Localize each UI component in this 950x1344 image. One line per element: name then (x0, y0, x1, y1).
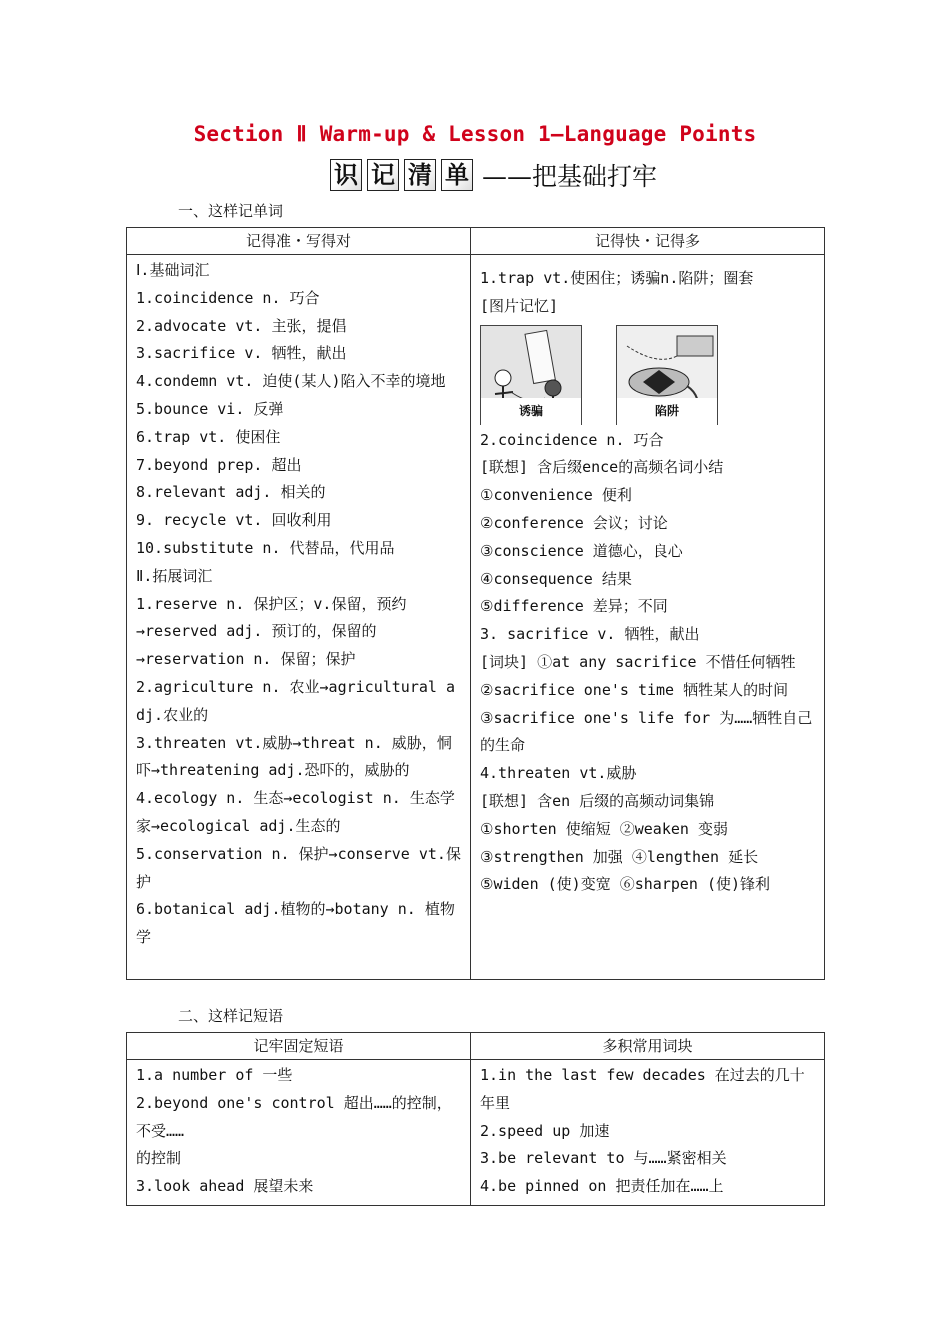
note-line: ④consequence 结果 (480, 569, 632, 588)
phrase-entry: 2.beyond one's control 超出……的控制，不受…… (136, 1093, 452, 1140)
note-line: ②conference 会议；讨论 (480, 513, 668, 532)
vocab-entry: 5.conservation n. 保护→conserve vt.保护 (136, 844, 461, 891)
col-header-right: 多积常用词块 (471, 1033, 825, 1060)
note-line: [图片记忆] (480, 296, 559, 315)
boxed-char: 记 (367, 159, 399, 191)
phrases-left-list (127, 1060, 470, 1205)
vocab-table (126, 227, 825, 980)
vocab-entry: 2.agriculture n. 农业→agricultural adj.农业的 (136, 677, 455, 724)
vocab-right-list (471, 255, 824, 903)
note-line: 2.coincidence n. 巧合 (480, 430, 664, 449)
chunk-entry: 3.be relevant to 与……紧密相关 (480, 1149, 727, 1168)
section-heading-words: 一、这样记单词 (178, 202, 284, 220)
subheading-text: ——把基础打牢 (482, 162, 658, 191)
note-line: ③sacrifice one's life for 为……牺牲自己的生命 (480, 708, 813, 755)
section-heading-phrases: 二、这样记短语 (178, 1007, 284, 1025)
note-line: 4.threaten vt.威胁 (480, 764, 637, 783)
boxed-char: 识 (330, 159, 362, 191)
vocab-entry: 8.relevant adj. 相关的 (136, 483, 326, 502)
vocab-entry: 2.advocate vt. 主张，提倡 (136, 316, 347, 335)
note-line: ⑤difference 差异；不同 (480, 597, 668, 616)
phrase-entry: 3.look ahead 展望未来 (136, 1177, 314, 1196)
vocab-entry: 10.substitute n. 代替品，代用品 (136, 538, 395, 557)
vocab-entry: 6.trap vt. 使困住 (136, 427, 281, 446)
col-header-right: 记得快・记得多 (471, 228, 825, 255)
subheading (330, 158, 657, 192)
lure-illustration (480, 325, 582, 425)
vocab-entry: 3.sacrifice v. 牺牲，献出 (136, 344, 347, 363)
vocab-entry: 5.bounce vi. 反弹 (136, 399, 284, 418)
phrase-entry: 1.a number of 一些 (136, 1066, 293, 1084)
picture-memory (480, 325, 816, 425)
note-line: [词块] ①at any sacrifice 不惜任何牺牲 (480, 652, 796, 671)
vocab-entry: 1.coincidence n. 巧合 (136, 288, 320, 307)
trap-illustration (616, 325, 718, 425)
note-line: [联想] 含后缀ence的高频名词小结 (480, 458, 724, 477)
note-line: ②sacrifice one's time 牺牲某人的时间 (480, 680, 789, 699)
vocab-entry: →reserved adj. 预订的，保留的 (136, 622, 377, 641)
phrases-table (126, 1032, 825, 1206)
vocab-entry: 4.condemn vt. 迫使(某人)陷入不幸的境地 (136, 372, 446, 391)
vocab-entry: Ⅱ.拓展词汇 (136, 566, 213, 585)
caption: 诱骗 (481, 398, 581, 426)
boxed-char: 单 (441, 159, 473, 191)
vocab-entry: 7.beyond prep. 超出 (136, 455, 302, 474)
vocab-entry: 3.threaten vt.威胁→threat n. 威胁，恫吓→threatening adj.恐吓的，威胁的 (136, 733, 452, 780)
caption: 陷阱 (617, 398, 717, 426)
note-line: ③strengthen 加强 ④lengthen 延长 (480, 847, 759, 866)
vocab-left-list (127, 255, 470, 956)
chunk-entry: 1.in the last few decades 在过去的几十年里 (480, 1066, 805, 1112)
note-line: ③conscience 道德心，良心 (480, 541, 683, 560)
vocab-entry: Ⅰ.基础词汇 (136, 261, 210, 279)
phrase-entry: 的控制 (136, 1149, 182, 1168)
note-line: 1.trap vt.使困住；诱骗n.陷阱；圈套 (480, 269, 754, 287)
phrases-right-list (471, 1060, 824, 1205)
chunk-entry: 4.be pinned on 把责任加在……上 (480, 1177, 724, 1196)
page-title: Section Ⅱ Warm-up & Lesson 1—Language Points (193, 122, 757, 146)
boxed-char: 清 (404, 159, 436, 191)
note-line: ⑤widen (使)变宽 ⑥sharpen (使)锋利 (480, 875, 771, 894)
note-line: [联想] 含en 后缀的高频动词集锦 (480, 791, 715, 810)
col-header-left: 记牢固定短语 (127, 1033, 471, 1060)
vocab-entry: 9. recycle vt. 回收利用 (136, 511, 332, 530)
vocab-entry: 6.botanical adj.植物的→botany n. 植物学 (136, 900, 455, 947)
vocab-entry: →reservation n. 保留；保护 (136, 650, 356, 669)
vocab-entry: 4.ecology n. 生态→ecologist n. 生态学家→ecological adj.生态的 (136, 789, 455, 835)
vocab-entry: 1.reserve n. 保护区；v.保留，预约 (136, 594, 407, 613)
col-header-left: 记得准・写得对 (127, 228, 471, 255)
note-line: ①shorten 使缩短 ②weaken 变弱 (480, 819, 728, 838)
note-line: 3. sacrifice v. 牺牲，献出 (480, 625, 700, 644)
chunk-entry: 2.speed up 加速 (480, 1121, 610, 1140)
note-line: ①convenience 便利 (480, 486, 632, 505)
